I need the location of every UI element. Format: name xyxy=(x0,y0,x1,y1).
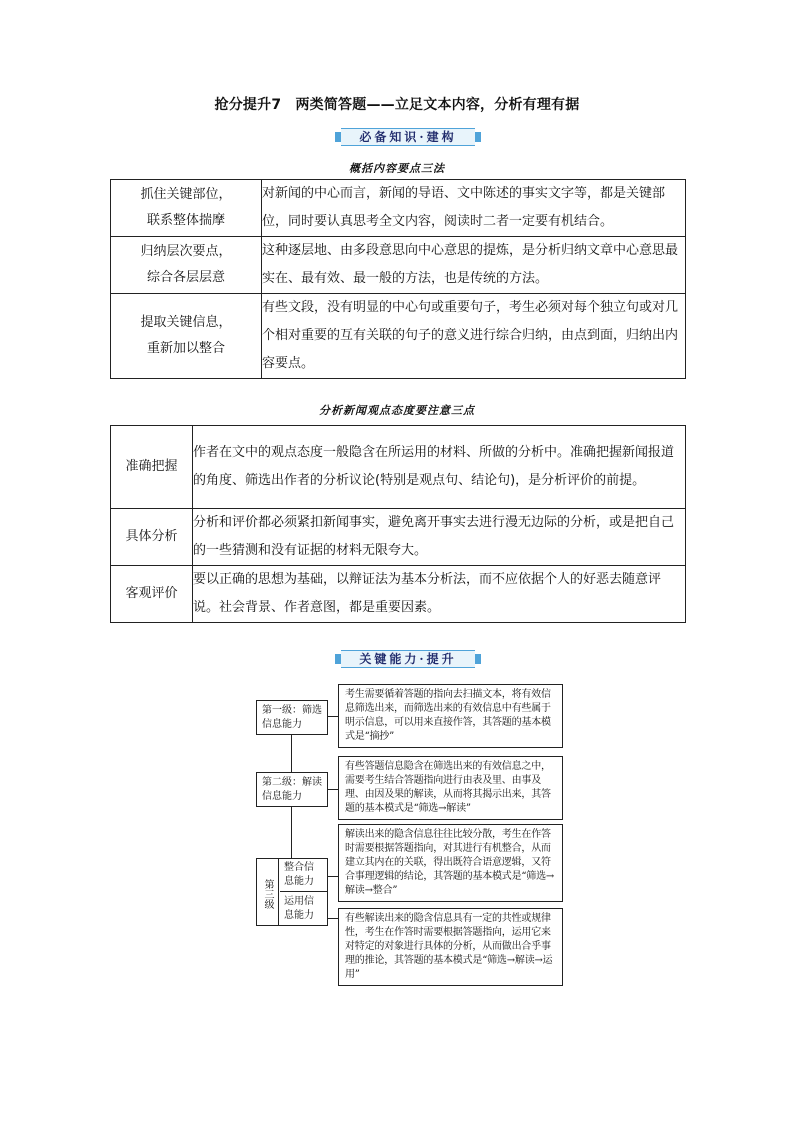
row-text: 对新闻的中心而言，新闻的导语、文中陈述的事实文字等，都是关键部位，同时要认真思考全文内容，阅读时二者一定要有机结合。 xyxy=(262,180,686,237)
row-text: 分析和评价都必须紧扣新闻事实，避免离开事实去进行漫无边际的分析，或是把自己的一些猜测和没有证据的材料无限夸大。 xyxy=(193,509,686,566)
connector-line xyxy=(327,789,338,790)
table1-subtitle: 概括内容要点三法 xyxy=(349,162,445,175)
row-text: 这种逐层地、由多段意思向中心意思的提炼，是分析归纳文章中心意思最实在、最有效、最一般的方法，也是传统的方法。 xyxy=(262,237,686,294)
row-text: 有些文段，没有明显的中心句或重要句子，考生必须对每个独立句或对几个相对重要的互有关联的句子的意义进行综合归纳，由点到面，归纳出内容要点。 xyxy=(262,294,686,379)
level1-description: 考生需要循着答题的指向去扫描文本，将有效信息筛选出来，而筛选出来的有效信息中有些属于明示信息，可以用来直接作答，其答题的基本模式是“摘抄” xyxy=(338,684,563,748)
row-label: 客观评价 xyxy=(111,566,193,623)
level3b-description: 有些解读出来的隐含信息具有一定的共性或规律性，考生在作答时需要根据答题指向，运用它来对特定的对象进行具体的分析，从而做出合乎事理的推论，其答题的基本模式是“筛选→解读→运用” xyxy=(338,908,563,986)
level3-box xyxy=(256,858,328,926)
section-banner-knowledge: 必备知识·建构 xyxy=(341,128,475,146)
level3a-box: 整合信息能力 xyxy=(280,859,327,892)
level3-label: 第三级 xyxy=(257,859,279,925)
row-text: 作者在文中的观点态度一般隐含在所运用的材料、所做的分析中。准确把握新闻报道的角度、筛选出作者的分析议论(特别是观点句、结论句)，是分析评价的前提。 xyxy=(193,426,686,509)
level3a-description: 解读出来的隐含信息往往比较分散，考生在作答时需要根据答题指向，对其进行有机整合，从而建立其内在的关联，得出既符合语意逻辑，又符合事理逻辑的结论，其答题的基本模式是“筛选→解读→整合” xyxy=(338,824,563,902)
row-label-line: 重新加以整合 xyxy=(146,341,225,356)
level2-box: 第二级：解读信息能力 xyxy=(256,772,328,807)
row-label-line: 提取关键信息， xyxy=(140,315,232,330)
connector-line xyxy=(327,918,338,919)
level1-box: 第一级：筛选信息能力 xyxy=(256,700,328,735)
connector-line xyxy=(327,716,338,717)
level3b-box: 运用信息能力 xyxy=(284,896,314,921)
row-text: 要以正确的思想为基础，以辩证法为基本分析法，而不应依据个人的好恶去随意评说。社会背景、作者意图，都是重要因素。 xyxy=(193,566,686,623)
row-label-line: 联系整体揣摩 xyxy=(146,213,225,228)
row-label: 准确把握 xyxy=(111,426,193,509)
page-title: 抢分提升7 两类简答题——立足文本内容，分析有理有据 xyxy=(214,97,580,113)
row-label-line: 归纳层次要点， xyxy=(140,244,232,259)
level2-description: 有些答题信息隐含在筛选出来的有效信息之中，需要考生结合答题指向进行由表及里、由事及理、由因及果的解读，从而将其揭示出来，其答题的基本模式是“筛选→解读” xyxy=(338,756,563,820)
connector-line xyxy=(327,876,338,877)
connector-line xyxy=(291,734,292,772)
row-label-line: 综合各层层意 xyxy=(146,270,225,285)
table2-subtitle: 分析新闻观点态度要注意三点 xyxy=(319,404,475,417)
connector-line xyxy=(291,806,292,858)
section-banner-ability: 关键能力·提升 xyxy=(341,650,475,668)
row-label-line: 抓住关键部位， xyxy=(140,187,232,202)
row-label: 具体分析 xyxy=(111,509,193,566)
